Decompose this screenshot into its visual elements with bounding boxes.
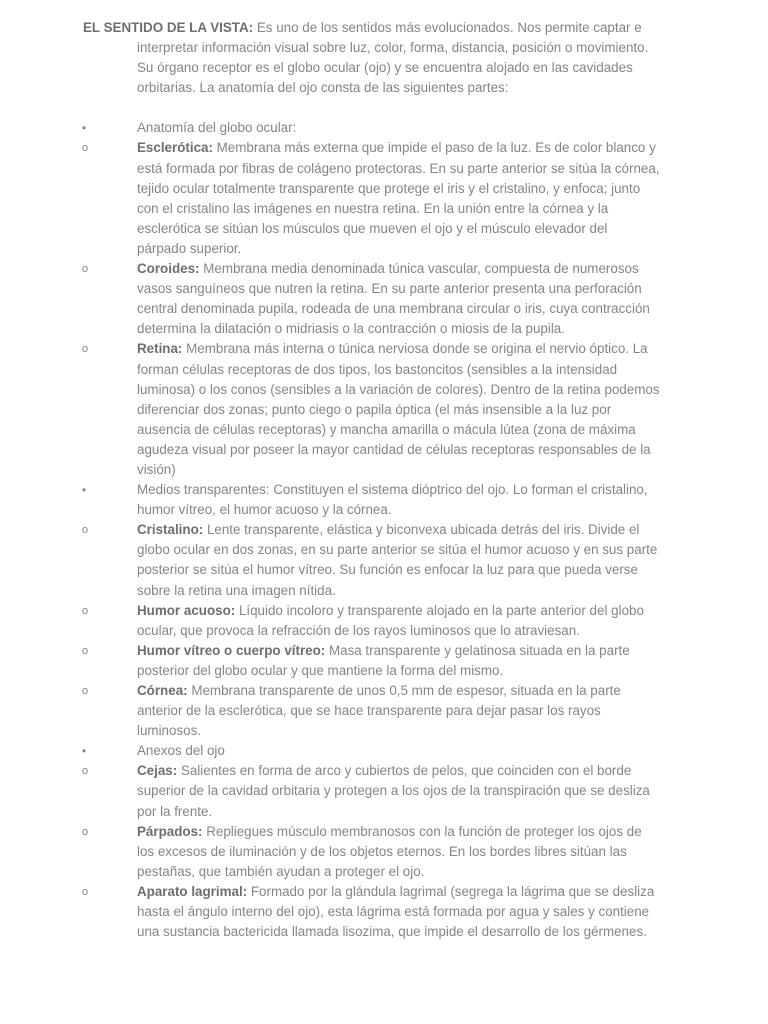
bullet-circle-marker: o bbox=[82, 604, 89, 617]
list-item-section bbox=[0, 480, 768, 520]
list-item-section bbox=[0, 741, 768, 761]
list-item-term: Cristalino: bbox=[137, 522, 204, 538]
list-item-text: Masa transparente y gelatinosa situada en la parte posterior del globo ocular y que mantiene la forma del mismo. bbox=[137, 642, 630, 678]
list-item-subsection bbox=[0, 259, 768, 339]
list-item-text: Anatomía del globo ocular: bbox=[137, 120, 297, 136]
list-item-subsection bbox=[0, 138, 768, 259]
bullet-circle-marker: o bbox=[82, 885, 89, 898]
list-item-subsection bbox=[0, 601, 768, 641]
anatomy-list bbox=[0, 118, 768, 942]
list-item-text: Membrana transparente de unos 0,5 mm de espesor, situada en la parte anterior de la esclerótica, que se hace transparente para dejar pasar los rayos luminosos. bbox=[137, 683, 621, 739]
list-item-subsection bbox=[0, 822, 768, 882]
list-item-subsection bbox=[0, 681, 768, 741]
list-item-text: Salientes en forma de arco y cubiertos de pelos, que coinciden con el borde superior de la cavidad orbitaria y protegen a los ojos de la transpiración que se desliza por la frente. bbox=[137, 763, 650, 819]
list-item-term: Esclerótica: bbox=[137, 140, 213, 156]
intro-text: Es uno de los sentidos más evolucionados. Nos permite captar e interpretar información visual sobre luz, color, forma, distancia, posición o movimiento. Su órgano receptor es el globo ocular (ojo) y se encuentra alojado en las cavidades orbitarias. La anatomía del ojo consta de las siguientes partes: bbox=[137, 20, 649, 96]
bullet-disc-marker: • bbox=[82, 121, 87, 136]
bullet-circle-marker: o bbox=[82, 343, 89, 356]
bullet-circle-marker: o bbox=[82, 142, 89, 155]
document-page bbox=[0, 18, 768, 942]
list-item-text: Anexos del ojo bbox=[137, 743, 225, 759]
bullet-circle-marker: o bbox=[82, 765, 89, 778]
list-item-text: Membrana más externa que impide el paso de la luz. Es de color blanco y está formada por fibras de colágeno protectoras. En su parte anterior se sitúa la córnea, tejido ocular totalmente transparente que protege el iris y el cristalino, y enfoca; junto con el cristalino las imágenes en nuestra retina. En la unión entre la córnea y la esclerótica se sitúan los músculos que mueven el ojo y el músculo elevador del párpado superior. bbox=[137, 140, 660, 256]
list-item-subsection bbox=[0, 520, 768, 600]
list-item-term: Humor acuoso: bbox=[137, 602, 236, 618]
list-item-subsection bbox=[0, 882, 768, 942]
bullet-disc-marker: • bbox=[82, 744, 87, 759]
list-item-subsection bbox=[0, 339, 768, 480]
bullet-circle-marker: o bbox=[82, 524, 89, 537]
list-item-text: Medios transparentes: Constituyen el sistema dióptrico del ojo. Lo forman el cristalino, humor vítreo, el humor acuoso y la córnea. bbox=[137, 482, 648, 518]
list-item-text: Membrana más interna o túnica nerviosa donde se origina el nervio óptico. La forman células receptoras de dos tipos, los bastoncitos (sensibles a la intensidad luminosa) o los conos (sensibles a la variación de colores). Dentro de la retina podemos diferenciar dos zonas; punto ciego o papila óptica (el más insensible a la luz por ausencia de células receptoras) y mancha amarilla o mácula lútea (zona de máxima agudeza visual por poseer la mayor cantidad de células receptoras responsables de la visión) bbox=[137, 341, 660, 477]
list-item-term: Humor vítreo o cuerpo vítreo: bbox=[137, 642, 326, 658]
list-item-text: Repliegues músculo membranosos con la función de proteger los ojos de los excesos de iluminación y de los objetos eternos. En los bordes libres sitúan las pestañas, que también ayudan a proteger el ojo. bbox=[137, 823, 642, 879]
bullet-circle-marker: o bbox=[82, 685, 89, 697]
list-item-text: Lente transparente, elástica y biconvexa ubicada detrás del iris. Divide el globo ocular en dos zonas, en su parte anterior se sitúa el humor acuoso y en sus parte posterior se sitúa el humor vítreo. Su función es enfocar la luz para que pueda verse sobre la retina una imagen nítida. bbox=[137, 522, 658, 598]
intro-heading: EL SENTIDO DE LA VISTA: bbox=[83, 20, 254, 35]
list-item-text: Líquido incoloro y transparente alojado en la parte anterior del globo ocular, que provoca la refracción de los rayos luminosos que lo atraviesan. bbox=[137, 602, 644, 638]
list-item-term: Coroides: bbox=[137, 261, 200, 277]
intro-paragraph bbox=[0, 18, 768, 98]
bullet-circle-marker: o bbox=[82, 825, 89, 838]
list-item-text: Formado por la glándula lagrimal (segrega la lágrima que se desliza hasta el ángulo interno del ojo), esta lágrima está formada por agua y sales y contiene una sustancia bactericida llamada lisozima, que impide el desarrollo de los gérmenes. bbox=[137, 883, 655, 940]
list-item-text: Membrana media denominada túnica vascular, compuesta de numerosos vasos sanguíneos que nutren la retina. En su parte anterior presenta una perforación central denominada pupila, rodeada de una membrana circular o iris, cuya contracción determina la dilatación o midriasis o la contracción o miosis de la pupila. bbox=[137, 261, 650, 337]
bullet-disc-marker: • bbox=[82, 483, 87, 498]
list-item-term: Cejas: bbox=[137, 763, 178, 779]
list-item-term: Párpados: bbox=[137, 823, 203, 839]
list-item-term: Córnea: bbox=[137, 683, 188, 698]
list-item-section bbox=[0, 118, 768, 138]
list-item-term: Retina: bbox=[137, 341, 183, 357]
list-item-subsection bbox=[0, 761, 768, 821]
bullet-circle-marker: o bbox=[82, 263, 89, 276]
bullet-circle-marker: o bbox=[82, 644, 89, 657]
list-item-term: Aparato lagrimal: bbox=[137, 883, 248, 899]
list-item-subsection bbox=[0, 641, 768, 681]
